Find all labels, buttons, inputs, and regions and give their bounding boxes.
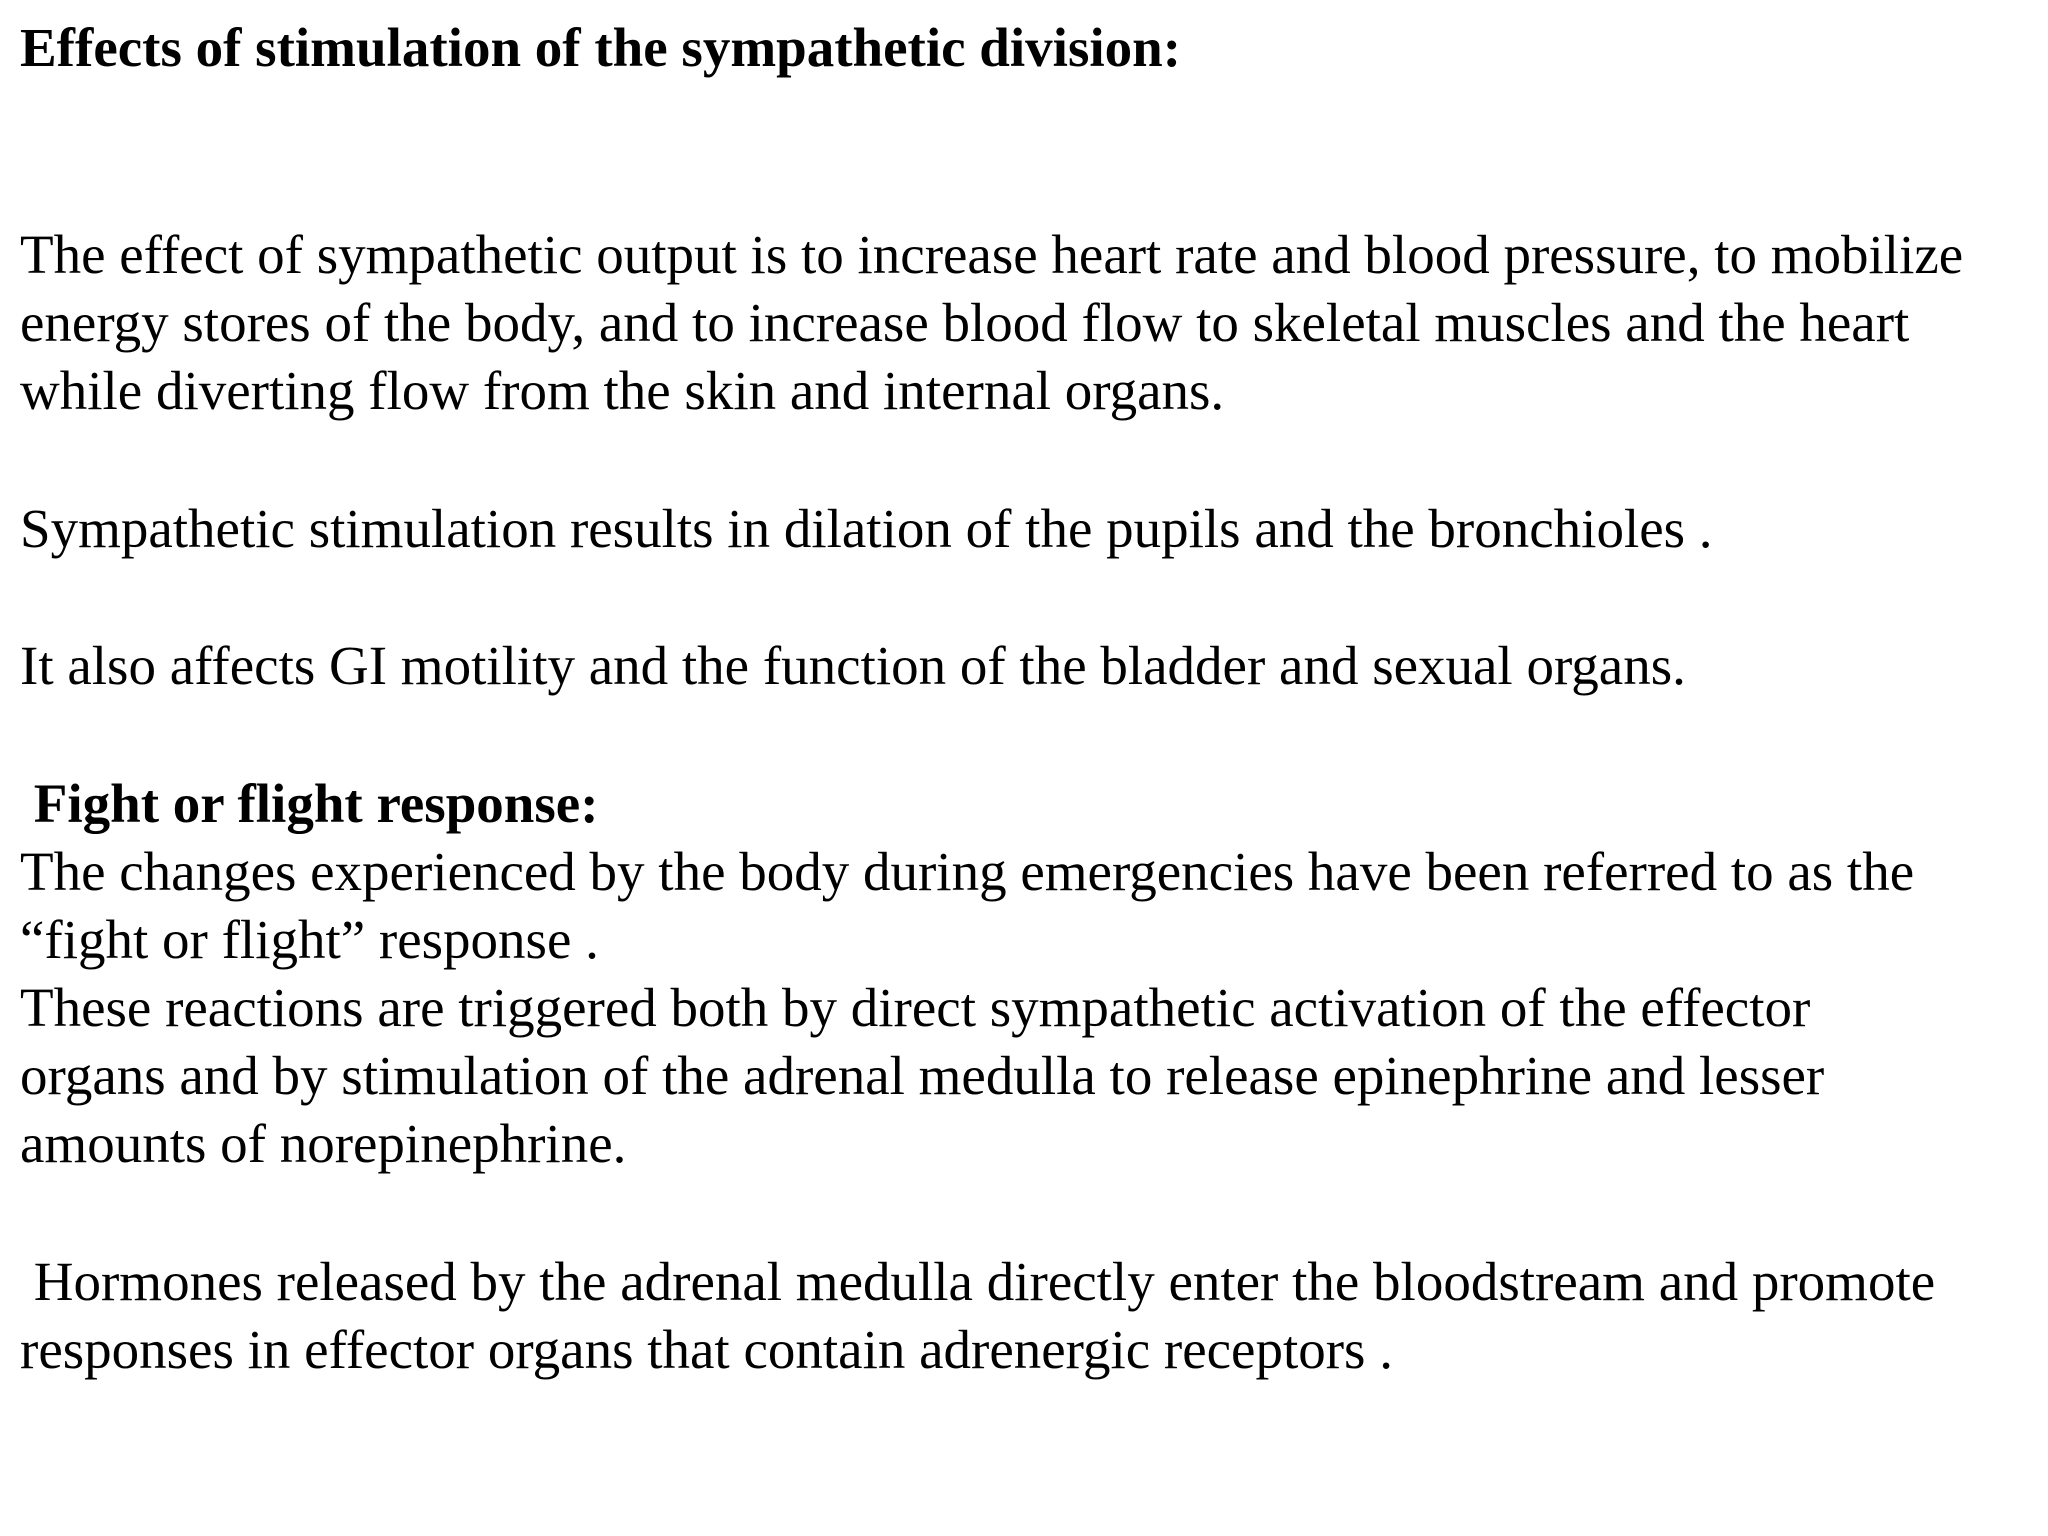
paragraph-6-line-2: responses in effector organs that contain adrenergic receptors . [20,1319,1393,1380]
paragraph-1-line-3: while diverting flow from the skin and internal organs. [20,360,1225,421]
paragraph-1-line-2: energy stores of the body, and to increase blood flow to skeletal muscles and the heart [20,292,1910,353]
paragraph-4-line-2: “fight or flight” response . [20,909,599,970]
paragraph-3: It also affects GI motility and the function of the bladder and sexual organs. [20,635,1686,696]
paragraph-4-line-1: The changes experienced by the body during emergencies have been referred to as the [20,841,1915,902]
paragraph-5-line-2: organs and by stimulation of the adrenal medulla to release epinephrine and lesser [20,1045,1825,1106]
paragraph-5-line-3: amounts of norepinephrine. [20,1113,627,1174]
subheading-fight-or-flight: Fight or flight response: [20,773,599,834]
paragraph-5-line-1: These reactions are triggered both by direct sympathetic activation of the effector [20,977,1811,1038]
paragraph-6-line-1: Hormones released by the adrenal medulla directly enter the bloodstream and promote [20,1251,1936,1312]
paragraph-1-line-1: The effect of sympathetic output is to increase heart rate and blood pressure, to mobilize [20,224,1964,285]
document-heading: Effects of stimulation of the sympathetic division: [20,17,1182,78]
paragraph-2: Sympathetic stimulation results in dilation of the pupils and the bronchioles . [20,498,1713,559]
